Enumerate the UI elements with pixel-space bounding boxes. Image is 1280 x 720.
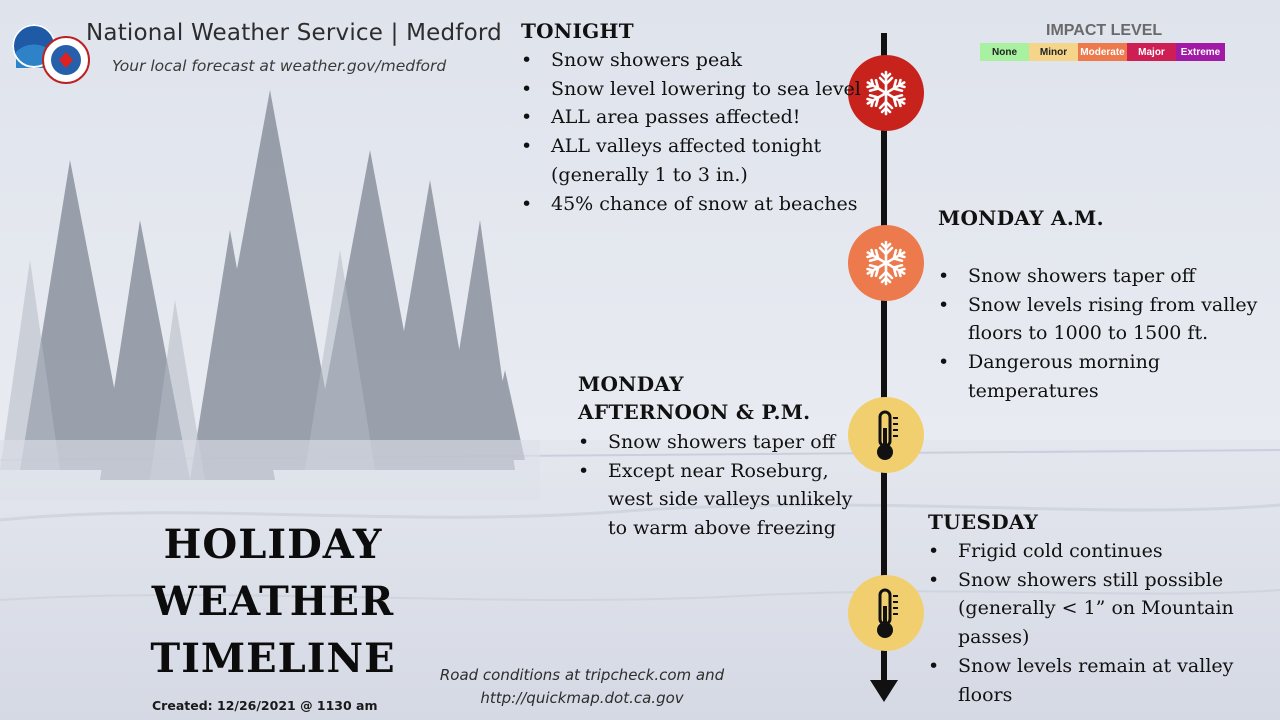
list-item-continuation [928, 623, 1234, 652]
impact-level-major: Major [1127, 43, 1176, 61]
bullet: • [928, 540, 940, 562]
list-item-continuation [938, 319, 1257, 348]
bullet: • [928, 654, 940, 677]
road-conditions-line1: Road conditions at tripcheck.com and [439, 666, 725, 684]
impact-level-moderate: Moderate [1078, 43, 1127, 61]
tuesday-list [928, 537, 1234, 709]
snowflake-icon [861, 68, 911, 118]
timeline-arrow [870, 680, 898, 702]
created-timestamp: Created: 12/26/2021 @ 1130 am [152, 698, 378, 713]
main-title-line1: HOLIDAY [163, 521, 383, 568]
list-item-text: west side valleys unlikely [608, 488, 853, 511]
list-item-text: (generally < 1” on Mountain [958, 597, 1234, 620]
list-item-text: Snow showers taper off [968, 265, 1196, 287]
snowflake-icon [861, 238, 911, 288]
list-item [521, 46, 861, 75]
main-title-line3: TIMELINE [150, 635, 396, 682]
bullet: • [938, 293, 950, 316]
main-title [140, 516, 406, 687]
list-item-text: Frigid cold continues [958, 540, 1163, 562]
main-title-line2: WEATHER [151, 578, 395, 625]
list-item-text: floors [958, 683, 1013, 706]
list-item-text: temperatures [968, 379, 1099, 402]
bullet: • [928, 568, 940, 591]
header-title: National Weather Service | Medford [86, 20, 502, 46]
bullet: • [521, 77, 533, 100]
bullet: • [938, 351, 950, 374]
list-item-continuation [938, 377, 1257, 406]
list-item-continuation [578, 514, 852, 543]
timeline-node-tuesday [848, 575, 924, 651]
monday-pm-title-line1: MONDAY [578, 372, 684, 396]
tonight-list [521, 46, 861, 218]
monday-am-list [938, 262, 1257, 406]
list-item [938, 291, 1257, 320]
timeline-node-monday-am [848, 225, 924, 301]
road-conditions-note [432, 664, 732, 710]
list-item [521, 75, 861, 104]
list-item-text: passes) [958, 626, 1030, 649]
monday-pm-list [578, 428, 852, 543]
list-item-text: ALL area passes affected! [551, 106, 801, 129]
list-item-text: floors to 1000 to 1500 ft. [968, 322, 1209, 345]
timeline-node-monday-pm [848, 397, 924, 473]
list-item-text: Snow levels rising from valley [968, 293, 1258, 316]
list-item-text: Snow showers still possible [958, 568, 1224, 591]
bullet: • [521, 106, 533, 129]
bullet: • [578, 431, 590, 453]
list-item [578, 428, 852, 457]
monday-pm-title-line2: AFTERNOON & P.M. [578, 400, 811, 424]
list-item [928, 566, 1234, 595]
road-conditions-line2: http://quickmap.dot.ca.gov [480, 689, 684, 707]
bullet: • [938, 265, 950, 287]
monday-am-title: MONDAY A.M. [938, 206, 1104, 230]
list-item-continuation [578, 485, 852, 514]
list-item [521, 132, 861, 161]
impact-level-minor: Minor [1029, 43, 1078, 61]
list-item-text: to warm above freezing [608, 517, 836, 540]
list-item [928, 652, 1234, 681]
list-item-text: Snow showers taper off [608, 431, 836, 453]
list-item-continuation [521, 161, 861, 190]
impact-level-legend [980, 43, 1225, 61]
list-item-text: (generally 1 to 3 in.) [551, 163, 748, 186]
list-item-text: Snow levels remain at valley [958, 654, 1234, 677]
list-item [578, 457, 852, 486]
list-item-text: 45% chance of snow at beaches [551, 192, 858, 215]
list-item-text: Snow showers peak [551, 49, 743, 71]
thermometer-icon [866, 586, 906, 640]
list-item-text: Snow level lowering to sea level [551, 77, 861, 100]
list-item-text: Except near Roseburg, [608, 459, 829, 482]
list-item-text: Dangerous morning [968, 351, 1161, 374]
list-item [928, 537, 1234, 566]
bullet: • [521, 192, 533, 215]
list-item-continuation [928, 594, 1234, 623]
impact-level-none: None [980, 43, 1029, 61]
header-subtitle: Your local forecast at weather.gov/medford [112, 57, 447, 75]
list-item [521, 103, 861, 132]
impact-level-extreme: Extreme [1176, 43, 1225, 61]
impact-level-title: IMPACT LEVEL [1046, 22, 1163, 39]
tonight-title: TONIGHT [521, 19, 634, 43]
list-item-text: ALL valleys affected tonight [551, 135, 822, 158]
list-item [938, 262, 1257, 291]
list-item [938, 348, 1257, 377]
list-item [521, 190, 861, 219]
bullet: • [521, 135, 533, 158]
tuesday-title: TUESDAY [928, 510, 1039, 534]
list-item-continuation [928, 681, 1234, 710]
bullet: • [578, 459, 590, 482]
bullet: • [521, 49, 533, 71]
nws-logo [42, 36, 90, 84]
thermometer-icon [866, 408, 906, 462]
